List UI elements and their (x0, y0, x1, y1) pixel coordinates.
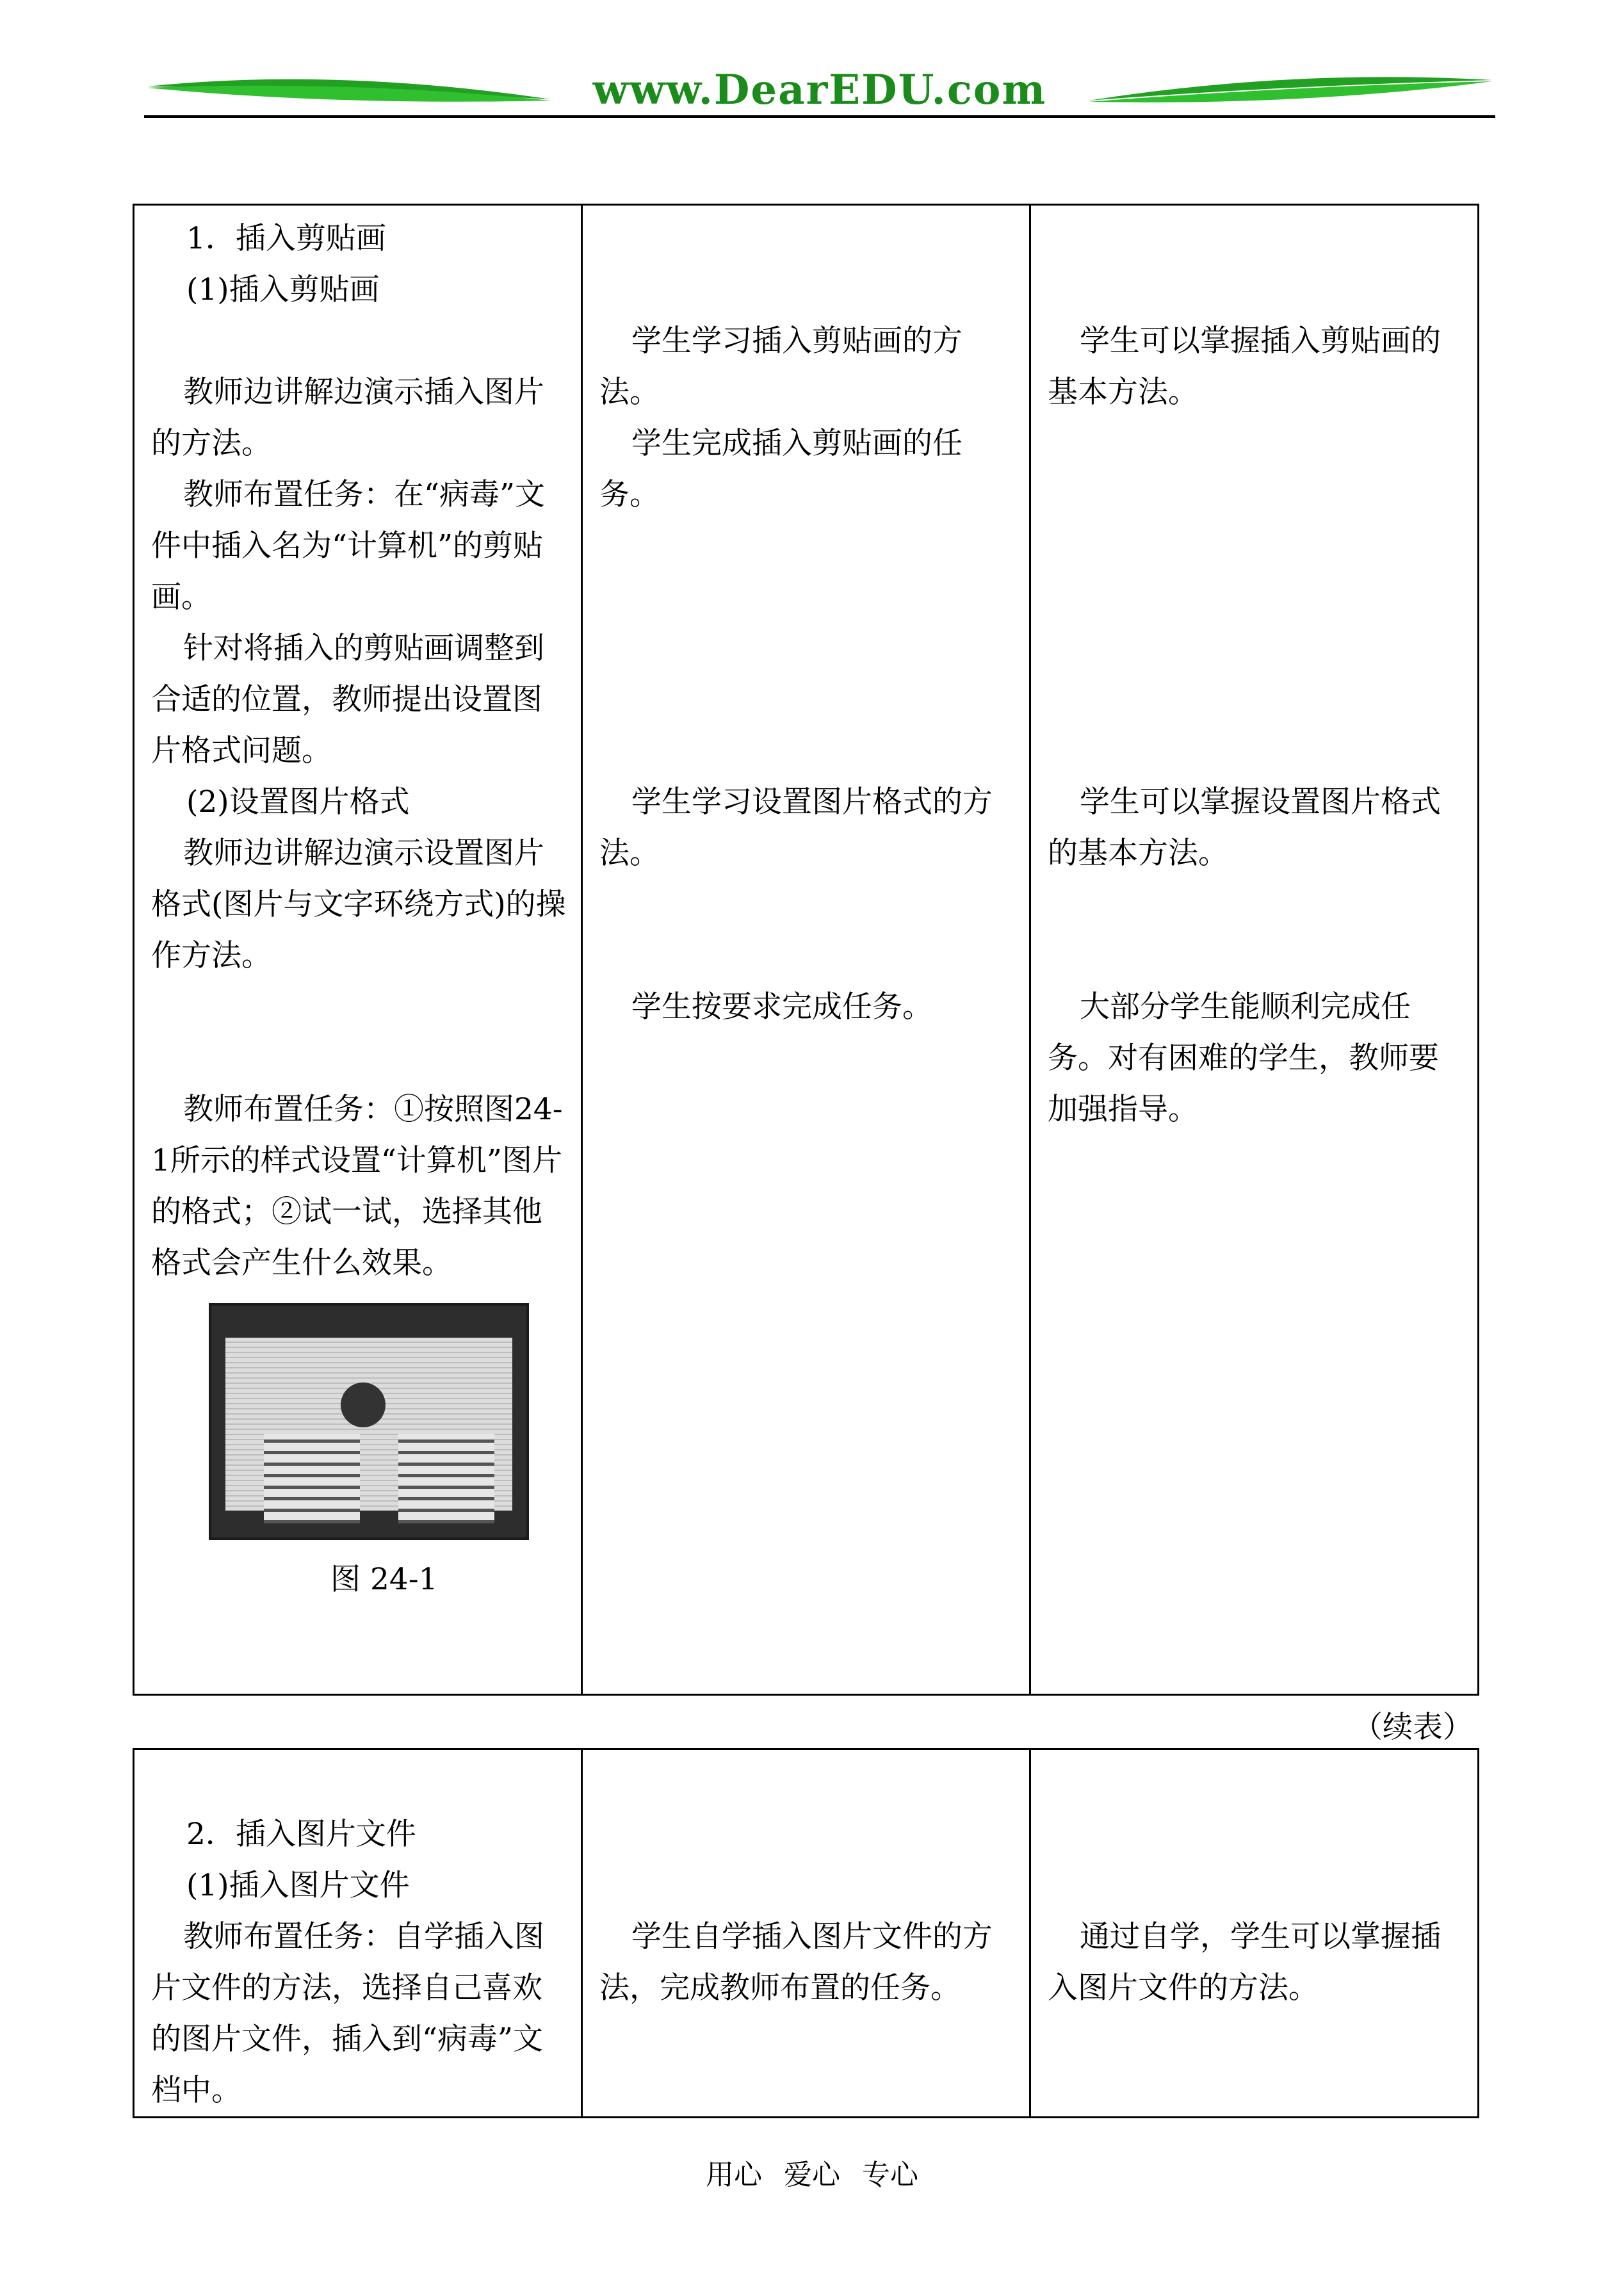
section-heading: 1．插入剪贴画 (186, 221, 386, 256)
spacer (599, 1860, 1015, 1911)
continued-label: （续表） (1352, 1710, 1473, 1745)
table-row (134, 205, 1479, 1695)
spacer (599, 1758, 1015, 1860)
lesson-table-1 (133, 204, 1479, 1696)
figure-24-1-image (209, 1303, 529, 1540)
subsection-heading: (1)插入剪贴画 (186, 272, 380, 307)
paragraph: 教师边讲解边演示设置图片格式(图片与文字环绕方式)的操作方法。 (151, 836, 566, 973)
site-name: www.DearEDU.com (592, 66, 1047, 114)
spacer (1048, 213, 1463, 316)
spacer (599, 521, 1015, 623)
spacer (151, 1758, 567, 1809)
paragraph: 学生学习插入剪贴画的方法。 (599, 323, 962, 410)
student-activity-cell (582, 205, 1030, 1695)
figure-text-column (264, 1434, 360, 1523)
page-footer: 用心 爱心 专心 (706, 2159, 918, 2191)
site-header (141, 61, 1498, 122)
spacer (1048, 623, 1463, 726)
paragraph: 教师布置任务：①按照图24-1所示的样式设置“计算机”图片的格式；②试一试，选择其他格式会产生什么效果。 (151, 1092, 563, 1281)
paragraph: 教师布置任务：在“病毒”文件中插入名为“计算机”的剪贴画。 (151, 477, 546, 615)
teacher-activity-cell (134, 1749, 582, 2118)
figure-caption: 图 24-1 (330, 1562, 438, 1597)
paragraph: 教师布置任务：自学插入图片文件的方法，选择自己喜欢的图片文件，插入到“病毒”文档中。 (151, 1919, 544, 2108)
paragraph: 学生可以掌握插入剪贴画的基本方法。 (1048, 323, 1441, 410)
spacer (599, 879, 1015, 982)
paragraph: 学生按要求完成任务。 (631, 989, 932, 1025)
spacer (1048, 879, 1463, 982)
paragraph: 通过自学，学生可以掌握插入图片文件的方法。 (1048, 1919, 1441, 2006)
clipart-computer-graphic (341, 1383, 386, 1427)
spacer (151, 982, 567, 1084)
spacer (151, 316, 567, 367)
paragraph: 教师边讲解边演示插入图片的方法。 (151, 375, 544, 461)
paragraph: 学生学习设置图片格式的方法。 (599, 784, 993, 871)
spacer (1048, 521, 1463, 623)
section-heading: 2．插入图片文件 (186, 1817, 416, 1852)
figure-document-preview (225, 1338, 512, 1511)
paragraph: 针对将插入的剪贴画调整到合适的位置，教师提出设置图片格式问题。 (151, 631, 544, 768)
spacer (1048, 1758, 1463, 1860)
teacher-activity-cell (134, 205, 582, 1695)
lesson-table-2 (133, 1748, 1479, 2118)
subsection-heading: (1)插入图片文件 (186, 1868, 410, 1903)
spacer (1048, 726, 1463, 777)
spacer (1048, 1860, 1463, 1911)
paragraph: 学生可以掌握设置图片格式的基本方法。 (1048, 784, 1441, 871)
header-rule (144, 115, 1495, 118)
subsection-heading: (2)设置图片格式 (186, 784, 410, 820)
paragraph: 学生完成插入剪贴画的任务。 (599, 426, 962, 512)
paragraph: 学生自学插入图片文件的方法，完成教师布置的任务。 (599, 1919, 993, 2006)
paragraph: 大部分学生能顺利完成任务。对有困难的学生，教师要加强指导。 (1048, 989, 1439, 1127)
spacer (599, 213, 1015, 316)
outcome-cell (1030, 1749, 1479, 2118)
table-row (134, 1749, 1479, 2118)
figure-text-column (398, 1434, 494, 1523)
spacer (599, 623, 1015, 726)
spacer (599, 726, 1015, 777)
outcome-cell (1030, 205, 1479, 1695)
student-activity-cell (582, 1749, 1030, 2118)
spacer (1048, 418, 1463, 521)
